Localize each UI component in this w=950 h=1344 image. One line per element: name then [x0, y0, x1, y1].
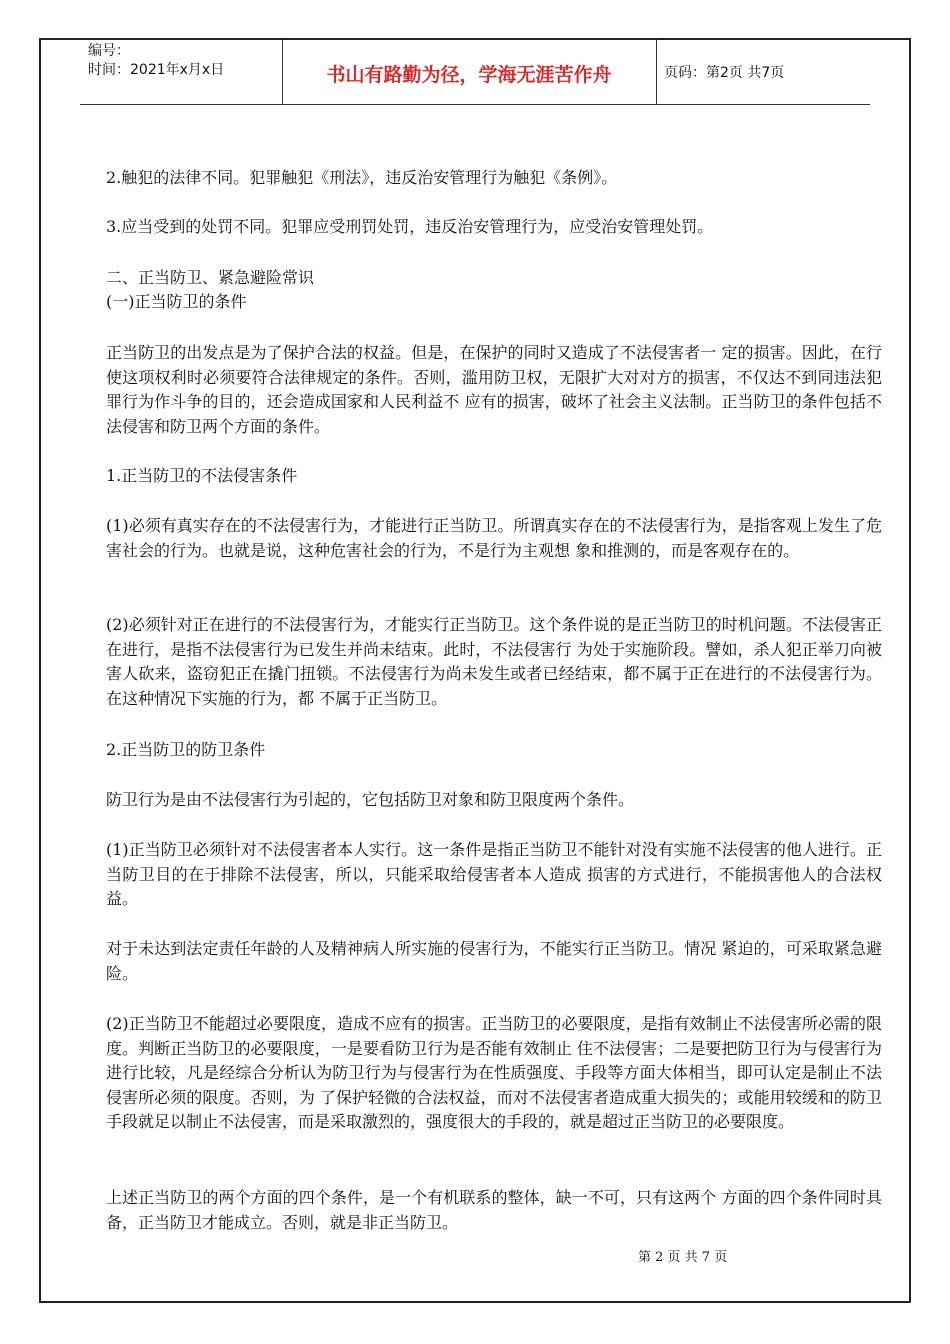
- paragraph-defense-limit: (2)正当防卫不能超过必要限度，造成不应有的损害。正当防卫的必要限度，是指有效制止不法侵害所必需的限度。判断正当防卫的必要限度，一是要看防卫行为是否能有效制止 住不法侵害；二是要把防卫行为与侵害行为进行比较，凡是经综合分析认为防卫行为与侵害行为在性质强度、手段等方面大体相当，即可认定是制止不法侵害所必须的限度。否则，为 了保护轻微的合法权益，而对不法侵害者造成重大损失的；或能用较缓和的防卫手段就足以制止不法侵害，而是采取激烈的，强度很大的手段的，就是超过正当防卫的必要限度。: [106, 1014, 882, 1131]
- serial-label: 编号：: [88, 43, 130, 59]
- paragraph-defense-target: (1)正当防卫必须针对不法侵害者本人实行。这一条件是指正当防卫不能针对没有实施不法侵害的他人进行。正当防卫目的在于排除不法侵害，所以，只能采取给侵害者本人造成 损害的方式进行，不能损害他人的合法权益。: [106, 840, 882, 908]
- paragraph-law-difference: 2.触犯的法律不同。犯罪触犯《刑法》，违反治安管理行为触犯《条例》。: [106, 168, 618, 187]
- header-divider-right: [656, 38, 657, 104]
- heading-defense-conditions: 2.正当防卫的防卫条件: [106, 740, 266, 759]
- paragraph-minors: 对于未达到法定责任年龄的人及精神病人所实施的侵害行为，不能实行正当防卫。情况 紧迫的，可采取紧急避险。: [106, 939, 882, 983]
- header-motto: 书山有路勤为径，学海无涯苦作舟: [326, 64, 612, 86]
- heading-illegal-infringement: 1.正当防卫的不法侵害条件: [106, 466, 298, 485]
- paragraph-condition-1: (1)必须有真实存在的不法侵害行为，才能进行正当防卫。所谓真实存在的不法侵害行为，是指客观上发生了危害社会的行为。也就是说，这种危害社会的行为，不是行为主观想 象和推测的，而是客观存在的。: [106, 516, 882, 560]
- paragraph-defense-intro: 防卫行为是由不法侵害行为引起的，它包括防卫对象和防卫限度两个条件。: [106, 790, 635, 809]
- page-header: [80, 38, 870, 104]
- header-page-number: 页码：第2页 共7页: [664, 65, 785, 81]
- subsection-heading: (一)正当防卫的条件: [106, 292, 247, 311]
- section-heading: 二、正当防卫、紧急避险常识: [106, 268, 315, 287]
- header-meta: [88, 42, 224, 80]
- header-rule: [80, 104, 870, 105]
- page-footer: 第 2 页 共 7 页: [638, 1250, 728, 1265]
- paragraph-conclusion: 上述正当防卫的两个方面的四个条件，是一个有机联系的整体，缺一不可，只有这两个 方面的四个条件同时具备，正当防卫才能成立。否则，就是非正当防卫。: [106, 1188, 882, 1232]
- paragraph-penalty-difference: 3.应当受到的处罚不同。犯罪应受刑罚处罚，违反治安管理行为，应受治安管理处罚。: [106, 217, 714, 236]
- paragraph-intro: 正当防卫的出发点是为了保护合法的权益。但是，在保护的同时又造成了不法侵害者一 定的损害。因此，在行使这项权利时必须要符合法律规定的条件。否则，滥用防卫权，无限扩大对对方的损害，不仅达不到同违法犯罪行为作斗争的目的，还会造成国家和人民利益不 应有的损害，破坏了社会主义法制。正当防卫的条件包括不法侵害和防卫两个方面的条件。: [106, 343, 882, 436]
- paragraph-condition-2: (2)必须针对正在进行的不法侵害行为，才能实行正当防卫。这个条件说的是正当防卫的时机问题。不法侵害正在进行，是指不法侵害行为已发生并尚未结束。此时，不法侵害行 为处于实施阶段。譬如，杀人犯正举刀向被害人砍来，盗窃犯正在撬门扭锁。不法侵害行为尚未发生或者已经结束，都不属于正在进行的不法侵害行为。在这种情况下实施的行为，都 不属于正当防卫。: [106, 615, 882, 708]
- time-label: 时间：2021年x月x日: [88, 62, 225, 78]
